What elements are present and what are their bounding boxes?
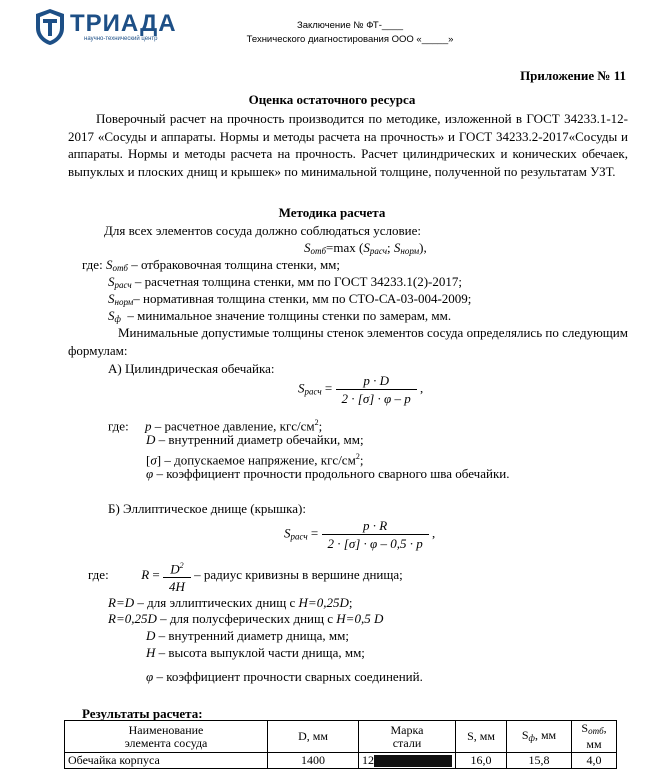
appendix-label: Приложение № 11 <box>520 68 626 83</box>
header-sf: $S_ф$, мм <box>507 721 572 753</box>
results-table <box>64 720 617 769</box>
triada-shield-logo-icon <box>35 8 65 46</box>
def-b-line1: R=D – для эллиптических днищ с H=0,25D; <box>108 595 353 610</box>
formula-b: $S_{расч}$ = $\frac{p \cdot R}{2 \cdot [\sigma] \cdot \varphi - 0,5 \cdot p}$ , <box>284 518 436 551</box>
table-row <box>65 753 617 769</box>
def-a-phi: φ – коэффициент прочности продольного сварного шва обечайки. <box>146 466 510 481</box>
row-mark: 12 <box>359 753 456 769</box>
def-s-norm: $S_{норм}-$ нормативная толщина стенки, мм по СТО-СА-03-004-2009; <box>108 291 472 307</box>
method-title: Методика расчета <box>278 205 386 220</box>
document-title: Оценка остаточного ресурса <box>248 92 416 107</box>
min-thickness-text: Минимальные допустимые толщины стенок элементов сосуда определялись по следующим формулам: <box>68 325 628 358</box>
def-s-otb: где: $S_{отб}$ – отбраковочная толщина стенки, мм; <box>82 257 341 273</box>
header-name: Наименование элемента сосуда <box>65 721 268 753</box>
row-sf: 15,8 <box>507 753 572 769</box>
def-b-line2: R=0,25D – для полусферических днищ с H=0,5 D <box>108 611 384 626</box>
def-b-h: H – высота выпуклой части днища, мм; <box>146 645 365 660</box>
def-a-d: D – внутренний диаметр обечайки, мм; <box>146 432 364 447</box>
section-a-label: А) Цилиндрическая обечайка: <box>108 361 275 376</box>
condition-formula: $S_{отб}=\max$ ($S_{расч}$; $S_{норм}$), <box>304 240 427 256</box>
header-d: D, мм <box>268 721 359 753</box>
row-sotb: 4,0 <box>572 753 617 769</box>
results-title: Результаты расчета: <box>82 706 203 721</box>
header-line-2: Технического диагностирования ООО «_____» <box>246 34 454 45</box>
redaction-bar <box>374 755 452 767</box>
header-s: S, мм <box>456 721 507 753</box>
def-s-rasch: $S_{расч}$ – расчетная толщина стенки, мм по ГОСТ 34233.1(2)-2017; <box>108 274 462 290</box>
def-b-r: где: R = $\frac{D^2}{4H}$ – радиус кривизны в вершине днища; <box>88 557 403 595</box>
condition-text: Для всех элементов сосуда должно соблюдаться условие: <box>104 223 421 238</box>
row-s: 16,0 <box>456 753 507 769</box>
def-s-f: $S_ф$ – минимальное значение толщины стенки по замерам, мм. <box>108 308 452 324</box>
logo-subtitle: научно-технический центр <box>84 36 158 42</box>
def-a-p: где: p – расчетное давление, кгс/$см^2$; <box>108 418 323 434</box>
formula-a: $S_{расч}$ = $\frac{p \cdot D}{2 \cdot [\sigma] \cdot \varphi - p}$ , <box>298 373 424 406</box>
def-b-phi: φ – коэффициент прочности сварных соединений. <box>146 669 423 684</box>
header-mark: Марка стали <box>359 721 456 753</box>
def-a-sigma: [σ] – допускаемое напряжение, кгс/$см^2$; <box>146 452 364 468</box>
def-b-d: D – внутренний диаметр днища, мм; <box>146 628 349 643</box>
section-b-label: Б) Эллиптическое днище (крышка): <box>108 501 306 516</box>
header-line-1: Заключение № ФТ-____ <box>296 20 404 31</box>
header-sotb: $S_{отб}$, мм <box>572 721 617 753</box>
row-name: Обечайка корпуса <box>65 753 268 769</box>
table-header-row <box>65 721 617 753</box>
intro-paragraph: Поверочный расчет на прочность производится по методике, изложенной в ГОСТ 34233.1-12-2017 «Сосуды и аппараты. Нормы и методы расчета на прочность» и ГОСТ 34233.2-2017«Сосуды и аппараты. Нормы и методы расчета на прочность. Расчет цилиндрических и конических обечаек, выпуклых и плоских днищ и крышек» по минимальной толщине, полученной по результатам УЗТ. <box>68 111 628 179</box>
logo-text: ТРИАДА <box>70 10 177 37</box>
row-d: 1400 <box>268 753 359 769</box>
